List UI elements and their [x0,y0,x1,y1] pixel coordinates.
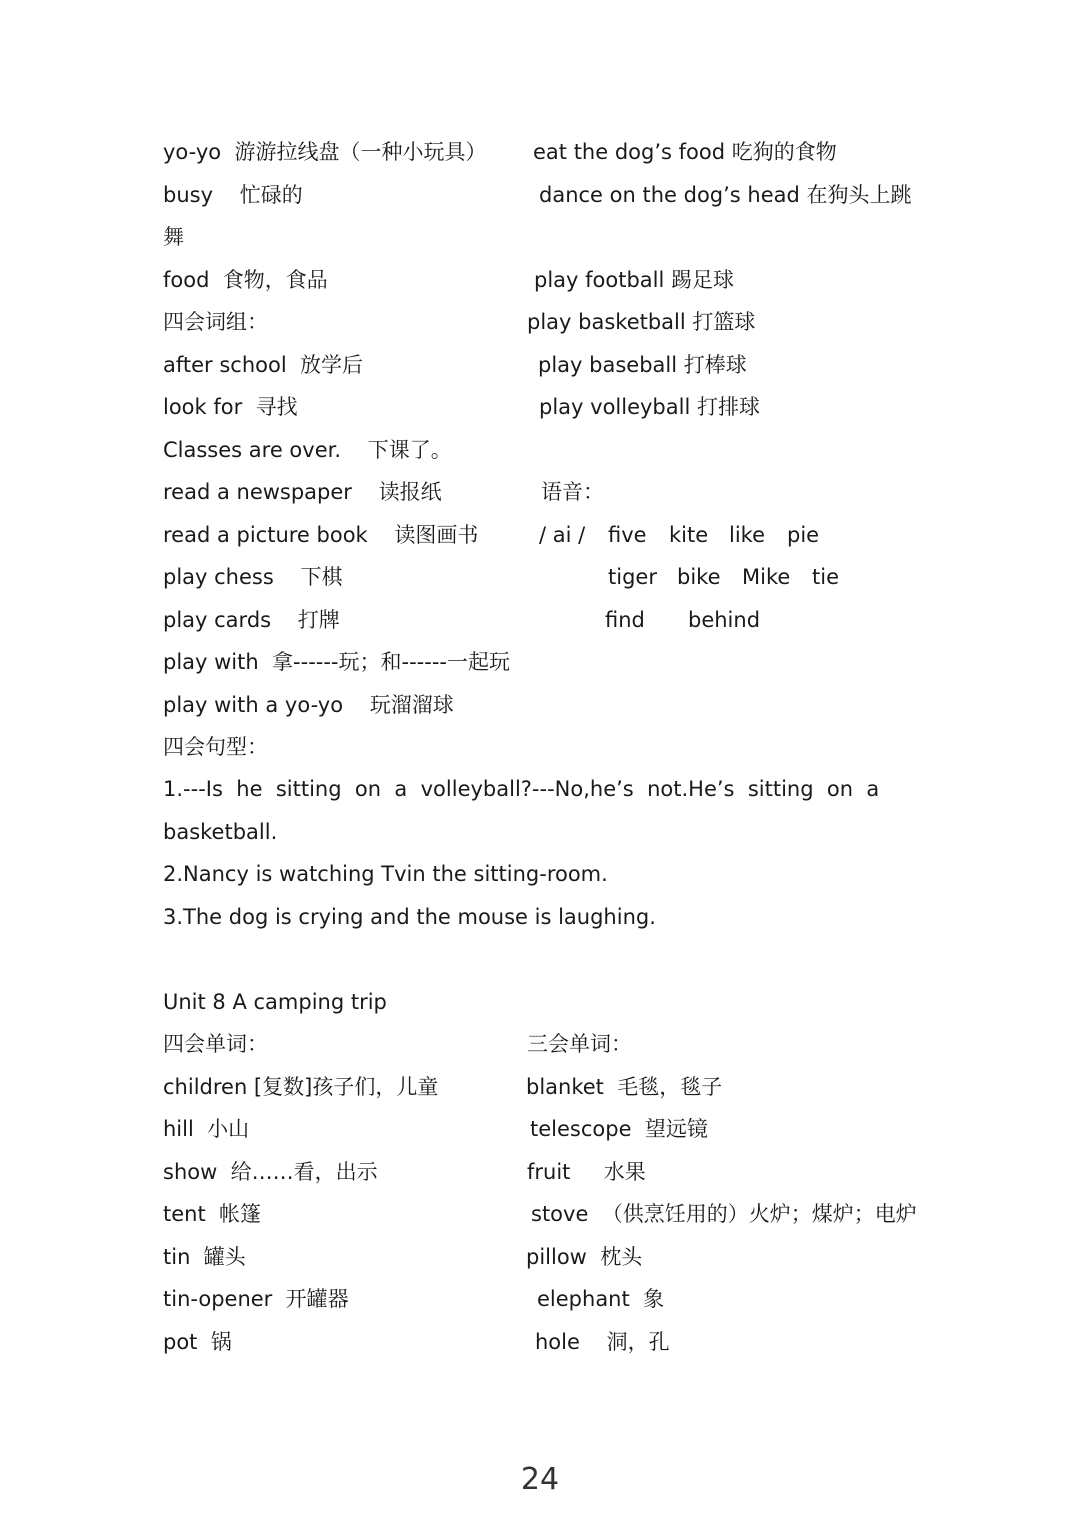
phrase-item: play volleyball 打排球 [539,395,760,419]
phonics-word: pie [787,523,820,547]
vocab-item: busy 忙碌的 [163,183,303,207]
sentence: 1.---Is he sitting on a volleyball?---No,he’s not.He’s sitting on a [163,777,880,801]
sentence: 3.The dog is crying and the mouse is laughing. [163,905,656,929]
sentence: 2.Nancy is watching Tvin the sitting-room. [163,862,608,886]
phrase-item: play with 拿------玩；和------一起玩 [163,650,510,674]
phonics-word: tie [812,565,839,589]
phrase-item: play football 踢足球 [534,268,735,292]
vocab-item: fruit 水果 [527,1160,646,1184]
phonics-word: Mike [742,565,791,589]
section-heading: 四会词组： [163,310,268,334]
phrase-item: after school 放学后 [163,353,364,377]
section-heading: 四会单词： [163,1032,268,1056]
phrase-item: read a newspaper 读报纸 [163,480,442,504]
vocab-item: food 食物，食品 [163,268,328,292]
phonics-word: bike [677,565,721,589]
vocab-item: children [复数]孩子们，儿童 [163,1075,439,1099]
phonics-word: tiger [608,565,657,589]
vocab-item: pot 锅 [163,1330,232,1354]
section-heading: 四会句型： [163,735,268,759]
vocab-item: telescope 望远镜 [530,1117,708,1141]
page-number: 24 [520,1462,560,1497]
phonics-word: like [729,523,766,547]
phonics-symbol: / ai / [539,523,586,547]
phonics-word: behind [688,608,761,632]
vocab-item-wrap: 舞 [163,225,184,249]
section-heading: 三会单词： [527,1032,632,1056]
vocab-item: elephant 象 [537,1287,665,1311]
phonics-word: find [605,608,645,632]
phonics-word: five [608,523,647,547]
phrase-item: look for 寻找 [163,395,298,419]
phrase-item: play baseball 打棒球 [538,353,747,377]
phrase-item: play basketball 打篮球 [527,310,756,334]
vocab-item: hole 洞，孔 [535,1330,670,1354]
phrase-item: read a picture book 读图画书 [163,523,479,547]
phrase-item: play cards 打牌 [163,608,340,632]
vocab-item: tin-opener 开罐器 [163,1287,349,1311]
section-heading: 语音： [541,480,604,504]
vocab-item: blanket 毛毯，毯子 [526,1075,723,1099]
phrase-item: eat the dog’s food 吃狗的食物 [533,140,837,164]
vocab-item: show 给……看，出示 [163,1160,378,1184]
vocab-item: stove （供烹饪用的）火炉；煤炉；电炉 [531,1202,917,1226]
vocab-item: pillow 枕头 [526,1245,643,1269]
vocab-item: yo-yo 游游拉线盘（一种小玩具） [163,140,487,164]
phrase-item: play chess 下棋 [163,565,343,589]
unit-title: Unit 8 A camping trip [163,990,387,1014]
phrase-item: Classes are over. 下课了。 [163,438,452,462]
phonics-word: kite [669,523,709,547]
vocab-item: tent 帐篷 [163,1202,262,1226]
phrase-item: play with a yo-yo 玩溜溜球 [163,693,454,717]
sentence: basketball. [163,820,278,844]
vocab-item: hill 小山 [163,1117,250,1141]
vocab-item: tin 罐头 [163,1245,246,1269]
phrase-item: dance on the dog’s head 在狗头上跳 [539,183,912,207]
